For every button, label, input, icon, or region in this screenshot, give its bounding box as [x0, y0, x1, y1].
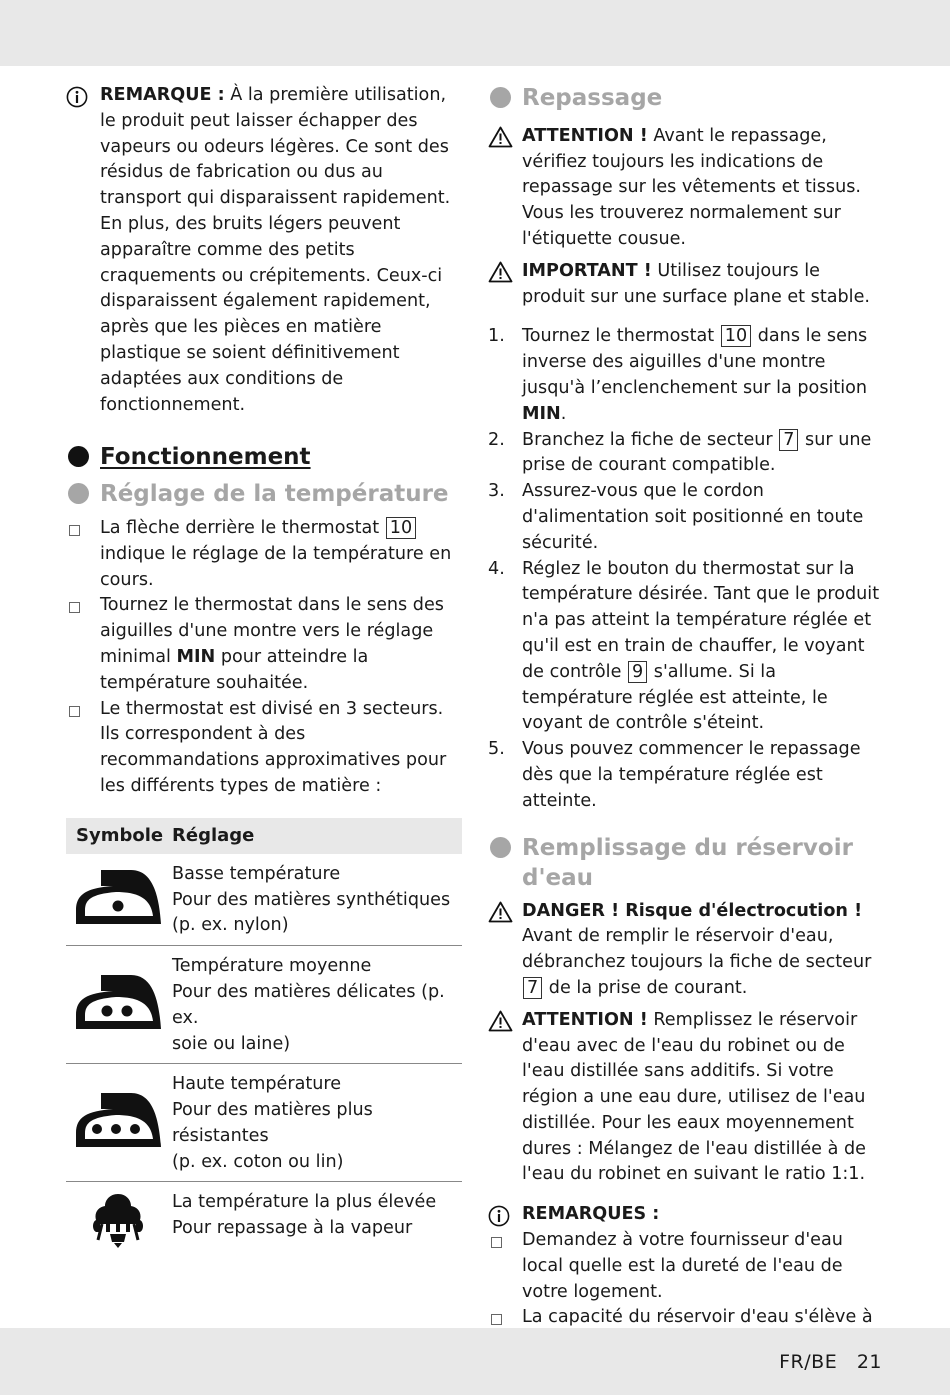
step-item: 3. Assurez-vous que le cordon d'alimentation soit positionné en toute sécurité. [488, 481, 864, 553]
warning-triangle-icon [488, 1010, 513, 1032]
table-row: Basse température Pour des matières synthétiques (p. ex. nylon) [66, 854, 462, 946]
table-row: La température la plus élevée Pour repassage à la vapeur [66, 1182, 462, 1265]
step-item: 2. Branchez la fiche de secteur 7 sur une prise de courant compatible. [488, 429, 872, 476]
page-number: FR/BE 21 [779, 1351, 882, 1373]
ref-number: 7 [523, 977, 542, 999]
right-column [488, 83, 886, 1357]
table-header-reglage: Réglage [170, 818, 462, 854]
remarques-heading: REMARQUES : [488, 1202, 886, 1228]
section-heading-remplissage: Remplissage du réservoir d'eau [488, 833, 886, 893]
header-band [0, 0, 950, 66]
important-block: IMPORTANT ! Utilisez toujours le produit sur une surface plane et stable. [488, 259, 886, 311]
section-heading-reglage [66, 479, 462, 510]
step-item: 5. Vous pouvez commencer le repassage dès que la température réglée est atteinte. [488, 739, 861, 811]
ref-number: 10 [386, 517, 416, 539]
iron-three-dots-icon [73, 1089, 163, 1149]
ref-number: 10 [721, 325, 751, 347]
table-row: Température moyenne Pour des matières délicates (p. ex. soie ou laine) [66, 946, 462, 1064]
attention-block: ATTENTION ! Avant le repassage, vérifiez toujours les indications de repassage sur les vêtements et tissus. Vous les trouverez normalement sur l'étiquette cousue. [488, 124, 886, 253]
list-item: La flèche derrière le thermostat 10 indique le réglage de la température en cours. [66, 516, 462, 593]
section-heading-repassage [488, 83, 886, 114]
square-bullet-icon [491, 1314, 502, 1325]
grey-bullet-icon [490, 837, 511, 858]
heading-repassage: Repassage [522, 85, 663, 111]
note-label: REMARQUE : [100, 85, 225, 105]
list-item: Demandez à votre fournisseur d'eau local quelle est la dureté de l'eau de votre logement. [488, 1228, 886, 1305]
square-bullet-icon [69, 706, 80, 717]
iron-two-dots-icon [73, 971, 163, 1031]
note-block [66, 83, 462, 418]
symbol-table [66, 818, 462, 1266]
table-header-symbole: Symbole [66, 818, 170, 854]
square-bullet-icon [69, 602, 80, 613]
danger-block: DANGER ! Risque d'électrocution ! Avant de remplir le réservoir d'eau, débranchez toujours la fiche de secteur 7 de la prise de courant. [488, 899, 886, 1002]
iron-steam-icon [88, 1190, 148, 1250]
heading-fonctionnement: Fonctionnement [100, 444, 311, 471]
step-item: 4. Réglez le bouton du thermostat sur la température désirée. Tant que le produit n'a pas atteint la température réglée et qu'il est en train de chauffer, le voyant de contrôle 9 s'allume. Si la température réglée est atteinte, le voyant de contrôle s'éteint. [488, 558, 880, 734]
heading-reglage-temperature: Réglage de la température [100, 481, 449, 508]
note-text: À la première utilisation, le produit peut laisser échapper des vapeurs ou odeurs légères. Ce sont des résidus de fabrication ou dus au transport qui disparaissent rapidement. En plus, des bruits légers peuvent apparaître comme des petits craquements ou crépitements. Ceux-ci disparaissent également rapidement, après que les pièces en matière plastique se soient définitivement adaptées aux conditions de fonctionnement. [100, 85, 451, 415]
list-item: La capacité du réservoir d'eau s'élève à [488, 1305, 886, 1357]
ref-number: 9 [628, 661, 647, 683]
warning-triangle-icon [488, 901, 513, 923]
square-bullet-icon [69, 525, 80, 536]
left-column [66, 83, 462, 1265]
iron-one-dot-icon [73, 866, 163, 926]
attention-block-2: ATTENTION ! Remplissez le réservoir d'eau avec de l'eau du robinet ou de l'eau distillée sans additifs. Si votre région a une eau dure, utilisez de l'eau distillée. Pour les eaux moyennement dures : Mélangez de l'eau distillée à de l'eau du robinet en suivant le ratio 1:1. [488, 1008, 886, 1189]
table-row: Haute température Pour des matières plus résistantes (p. ex. coton ou lin) [66, 1064, 462, 1182]
warning-triangle-icon [488, 126, 513, 148]
grey-bullet-icon [490, 87, 511, 108]
list-item: Le thermostat est divisé en 3 secteurs. Ils correspondent à des recommandations approximatives pour les différents types de matière : [66, 697, 462, 800]
ref-number: 7 [779, 429, 798, 451]
grey-bullet-icon [68, 483, 89, 504]
list-item: Tournez le thermostat dans le sens des aiguilles d'une montre vers le réglage minimal MIN pour atteindre la température souhaitée. [66, 593, 462, 696]
square-bullet-icon [491, 1237, 502, 1248]
warning-triangle-icon [488, 261, 513, 283]
black-bullet-icon [68, 446, 89, 467]
section-heading-fonctionnement [66, 442, 462, 473]
info-icon [488, 1205, 510, 1227]
step-item: 1. Tournez le thermostat 10 dans le sens inverse des aiguilles d'une montre jusqu'à l’enclenchement sur la position MIN. [488, 326, 868, 424]
info-icon [66, 86, 88, 108]
